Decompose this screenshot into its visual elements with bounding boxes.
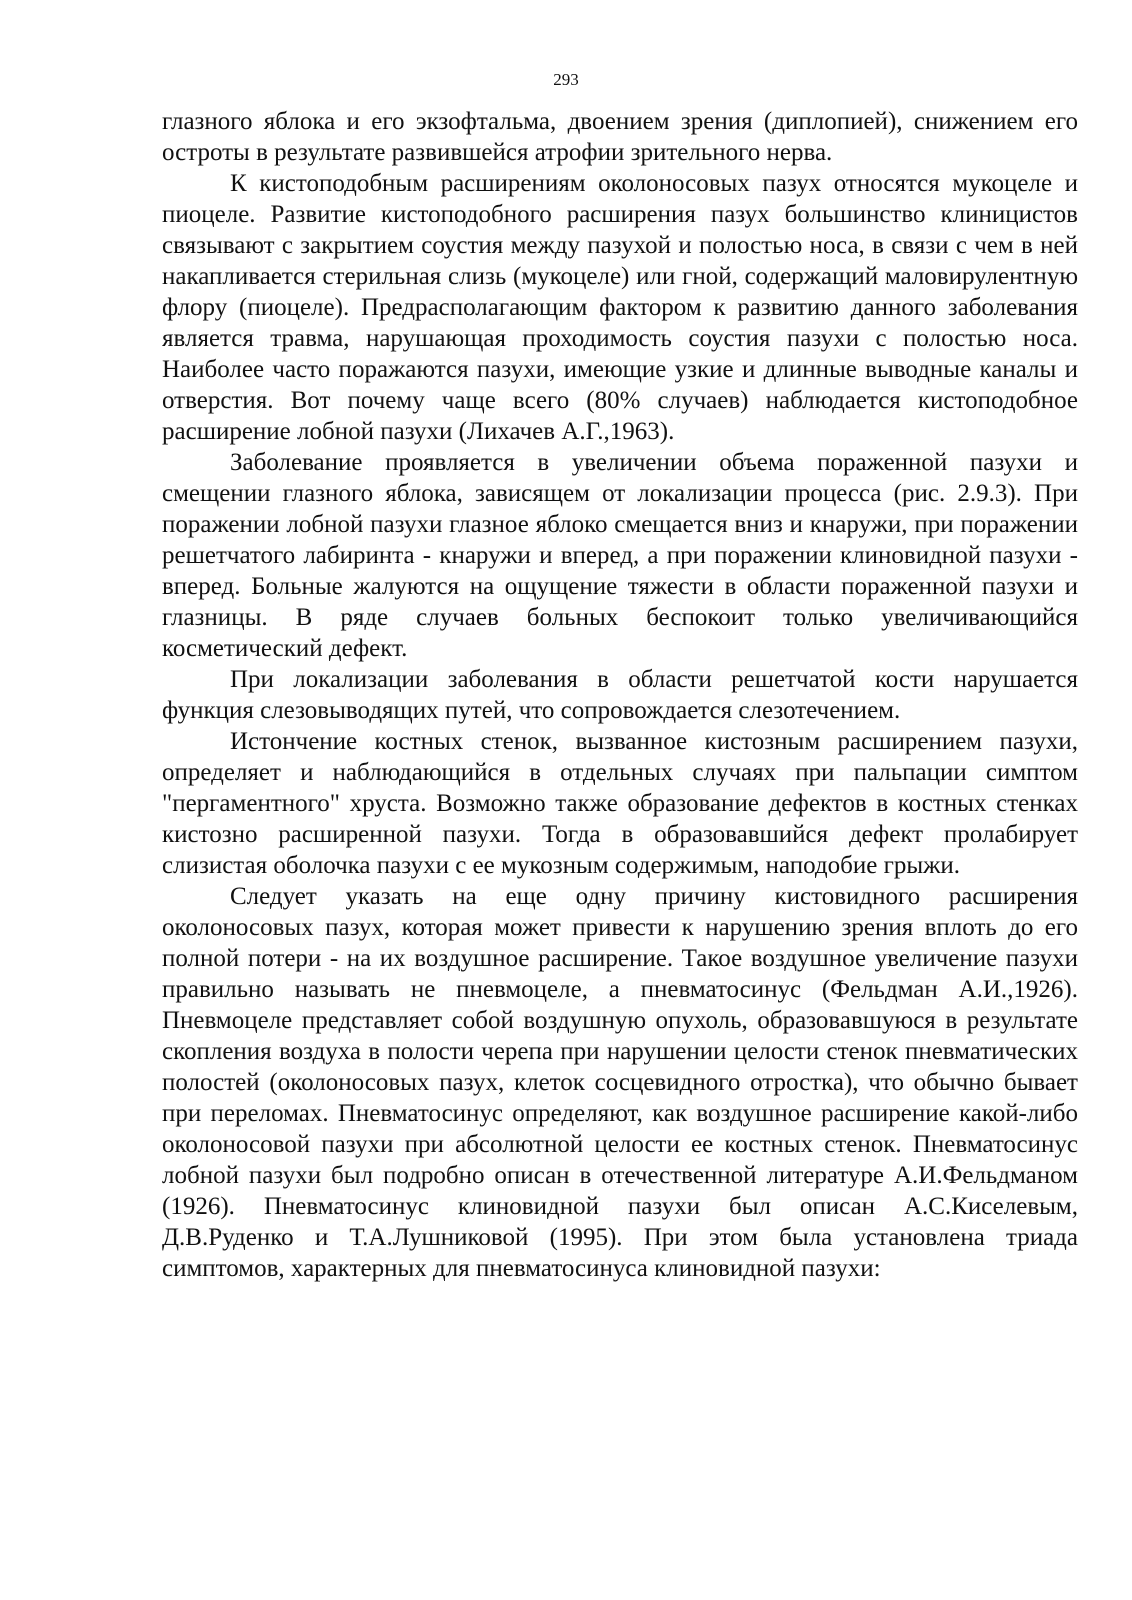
paragraph-bone-thinning: Истончение костных стенок, вызванное кистозным расширением пазухи, определяет и наблюдающийся в отдельных случаях при пальпации симптом "пергаментного" хруста. Возможно также образование дефектов в костных стенках кистозно расширенной пазухи. Тогда в образовавшийся дефект пролабирует слизистая оболочка пазухи с ее мукозным содержимым, наподобие грыжи. — [162, 728, 1078, 879]
paragraph-continuation: глазного яблока и его экзофтальма, двоением зрения (диплопией), снижением его остроты в результате развившейся атрофии зрительного нерва. — [162, 108, 1078, 166]
page-number: 293 — [553, 70, 579, 89]
body-text — [162, 106, 1078, 1284]
paragraph-symptoms: Заболевание проявляется в увеличении объема пораженной пазухи и смещении глазного яблока, зависящем от локализации процесса (рис. 2.9.3). При поражении лобной пазухи глазное яблоко смещается вниз и кнаружи, при поражении решетчатого лабиринта - кнаружи и вперед, а при поражении клиновидной пазухи - вперед. Больные жалуются на ощущение тяжести в области пораженной пазухи и глазницы. В ряде случаев больных беспокоит только увеличивающийся косметический дефект. — [162, 449, 1078, 662]
paragraph-mucocele: К кистоподобным расширениям околоносовых пазух относятся мукоцеле и пиоцеле. Развитие кистоподобного расширения пазух большинство клиницистов связывают с закрытием соустия между пазухой и полостью носа, в связи с чем в ней накапливается стерильная слизь (мукоцеле) или гной, содержащий маловирулентную флору (пиоцеле). Предрасполагающим фактором к развитию данного заболевания является травма, нарушающая проходимость соустия пазухи с полостью носа. Наиболее часто поражаются пазухи, имеющие узкие и длинные выводные каналы и отверстия. Вот почему чаще всего (80% случаев) наблюдается кистоподобное расширение лобной пазухи (Лихачев А.Г.,1963). — [162, 170, 1078, 445]
paragraph-ethmoid: При локализации заболевания в области решетчатой кости нарушается функция слезовыводящих путей, что сопровождается слезотечением. — [162, 666, 1078, 724]
paragraph-pneumatosinus: Следует указать на еще одну причину кистовидного расширения околоносовых пазух, которая может привести к нарушению зрения вплоть до его полной потери - на их воздушное расширение. Такое воздушное увеличение пазухи правильно называть не пневмоцеле, а пневматосинус (Фельдман А.И.,1926). Пневмоцеле представляет собой воздушную опухоль, образовавшуюся в результате скопления воздуха в полости черепа при нарушении целости стенок пневматических полостей (околоносовых пазух, клеток сосцевидного отростка), что обычно бывает при переломах. Пневматосинус определяют, как воздушное расширение какой-либо околоносовой пазухи при абсолютной целости ее костных стенок. Пневматосинус лобной пазухи был подробно описан в отечественной литературе А.И.Фельдманом (1926). Пневматосинус клиновидной пазухи был описан А.С.Киселевым, Д.В.Руденко и Т.А.Лушниковой (1995). При этом была установлена триада симптомов, характерных для пневматосинуса клиновидной пазухи: — [162, 883, 1078, 1282]
